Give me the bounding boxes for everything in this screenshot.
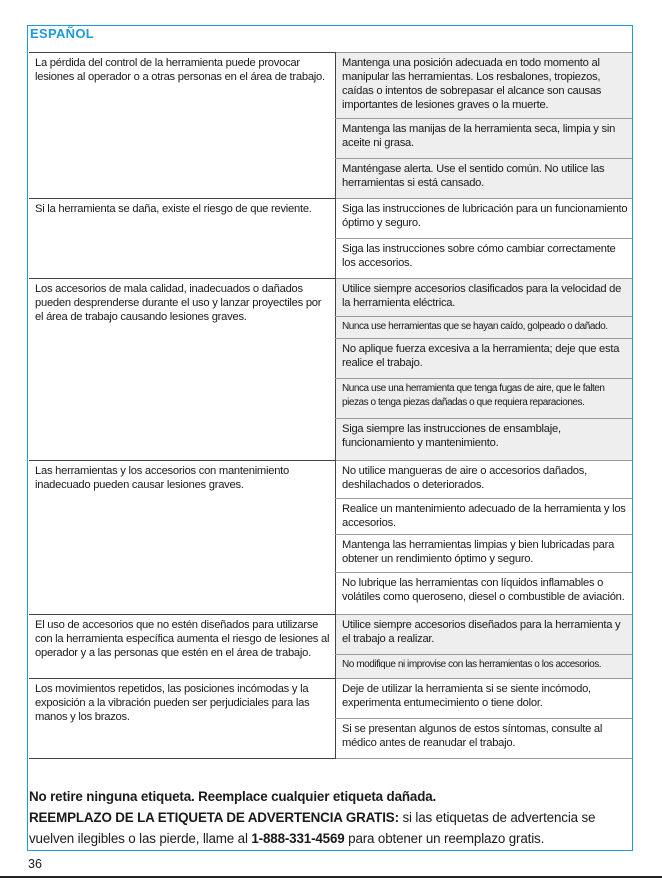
hazard-cell: Si la herramienta se daña, existe el riesgo de que reviente. xyxy=(29,199,336,279)
replacement-text: si las etiquetas de advertencia se vuelven ilegibles o las pierde, llame al xyxy=(29,810,596,846)
label-replacement-paragraph xyxy=(29,807,632,849)
hazard-cell: Los movimientos repetidos, las posiciones incómodas y la exposición a la vibración pueden ser perjudiciales para las manos y los brazos. xyxy=(29,679,336,759)
hazard-cell: Las herramientas y los accesorios con mantenimiento inadecuado pueden causar lesiones graves. xyxy=(29,461,336,615)
measure-cell: Utilice siempre accesorios clasificados para la velocidad de la herramienta eléctrica. xyxy=(336,279,633,317)
table-row xyxy=(29,53,632,119)
measure-cell: Nunca use una herramienta que tenga fugas de aire, que le falten piezas o tenga piezas dañadas o que requiera reparaciones. xyxy=(336,379,633,419)
replacement-text-end: para obtener un reemplazo gratis. xyxy=(344,831,545,846)
measure-cell: No utilice mangueras de aire o accesorios dañados, deshilachados o deteriorados. xyxy=(336,461,633,499)
measure-cell: Siga siempre las instrucciones de ensamblaje, funcionamiento y mantenimiento. xyxy=(336,419,633,461)
measure-cell: Si se presentan algunos de estos síntomas, consulte al médico antes de reanudar el trabajo. xyxy=(336,719,633,759)
replacement-heading: REEMPLAZO DE LA ETIQUETA DE ADVERTENCIA GRATIS: xyxy=(29,810,399,825)
phone-number: 1-888-331-4569 xyxy=(251,831,345,846)
table-row xyxy=(29,679,632,719)
measure-cell: No aplique fuerza excesiva a la herramienta; deje que esta realice el trabajo. xyxy=(336,339,633,379)
table-row xyxy=(29,199,632,239)
table-row xyxy=(29,615,632,655)
measure-cell: Mantenga las herramientas limpias y bien lubricadas para obtener un rendimiento óptimo y seguro. xyxy=(336,535,633,573)
measure-cell: Deje de utilizar la herramienta si se siente incómodo, experimenta entumecimiento o tiene dolor. xyxy=(336,679,633,719)
measure-cell: Realice un mantenimiento adecuado de la herramienta y los accesorios. xyxy=(336,499,633,535)
label-notice xyxy=(29,786,632,849)
language-header: ESPAÑOL xyxy=(30,26,94,41)
measure-cell: Siga las instrucciones de lubricación para un funcionamiento óptimo y seguro. xyxy=(336,199,633,239)
measure-cell: No lubrique las herramientas con líquidos inflamables o volátiles como queroseno, diesel o combustible de aviación. xyxy=(336,573,633,615)
safety-table xyxy=(29,52,632,759)
measure-cell: No modifique ni improvise con las herramientas o los accesorios. xyxy=(336,655,633,679)
hazard-cell: El uso de accesorios que no estén diseñados para utilizarse con la herramienta específica aumenta el riesgo de lesiones al operador y a las personas que estén en el área de trabajo. xyxy=(29,615,336,679)
measure-cell: Manténgase alerta. Use el sentido común. No utilice las herramientas si está cansado. xyxy=(336,159,633,199)
measure-cell: Siga las instrucciones sobre cómo cambiar correctamente los accesorios. xyxy=(336,239,633,279)
measure-cell: Utilice siempre accesorios diseñados para la herramienta y el trabajo a realizar. xyxy=(336,615,633,655)
hazard-cell: La pérdida del control de la herramienta puede provocar lesiones al operador o a otras personas en el área de trabajo. xyxy=(29,53,336,199)
bottom-rule xyxy=(0,876,662,878)
table-row xyxy=(29,279,632,317)
page-number: 36 xyxy=(28,857,42,871)
measure-cell: Nunca use herramientas que se hayan caído, golpeado o dañado. xyxy=(336,317,633,339)
label-warning-line: No retire ninguna etiqueta. Reemplace cualquier etiqueta dañada. xyxy=(29,789,437,804)
measure-cell: Mantenga las manijas de la herramienta seca, limpia y sin aceite ni grasa. xyxy=(336,119,633,159)
hazard-cell: Los accesorios de mala calidad, inadecuados o dañados pueden desprenderse durante el uso y lanzar proyectiles por el área de trabajo causando lesiones graves. xyxy=(29,279,336,461)
table-row xyxy=(29,461,632,499)
measure-cell: Mantenga una posición adecuada en todo momento al manipular las herramientas. Los resbalones, tropiezos, caídas o intentos de sobrepasar el alcance son causas importantes de lesiones graves o la muerte. xyxy=(336,53,633,119)
